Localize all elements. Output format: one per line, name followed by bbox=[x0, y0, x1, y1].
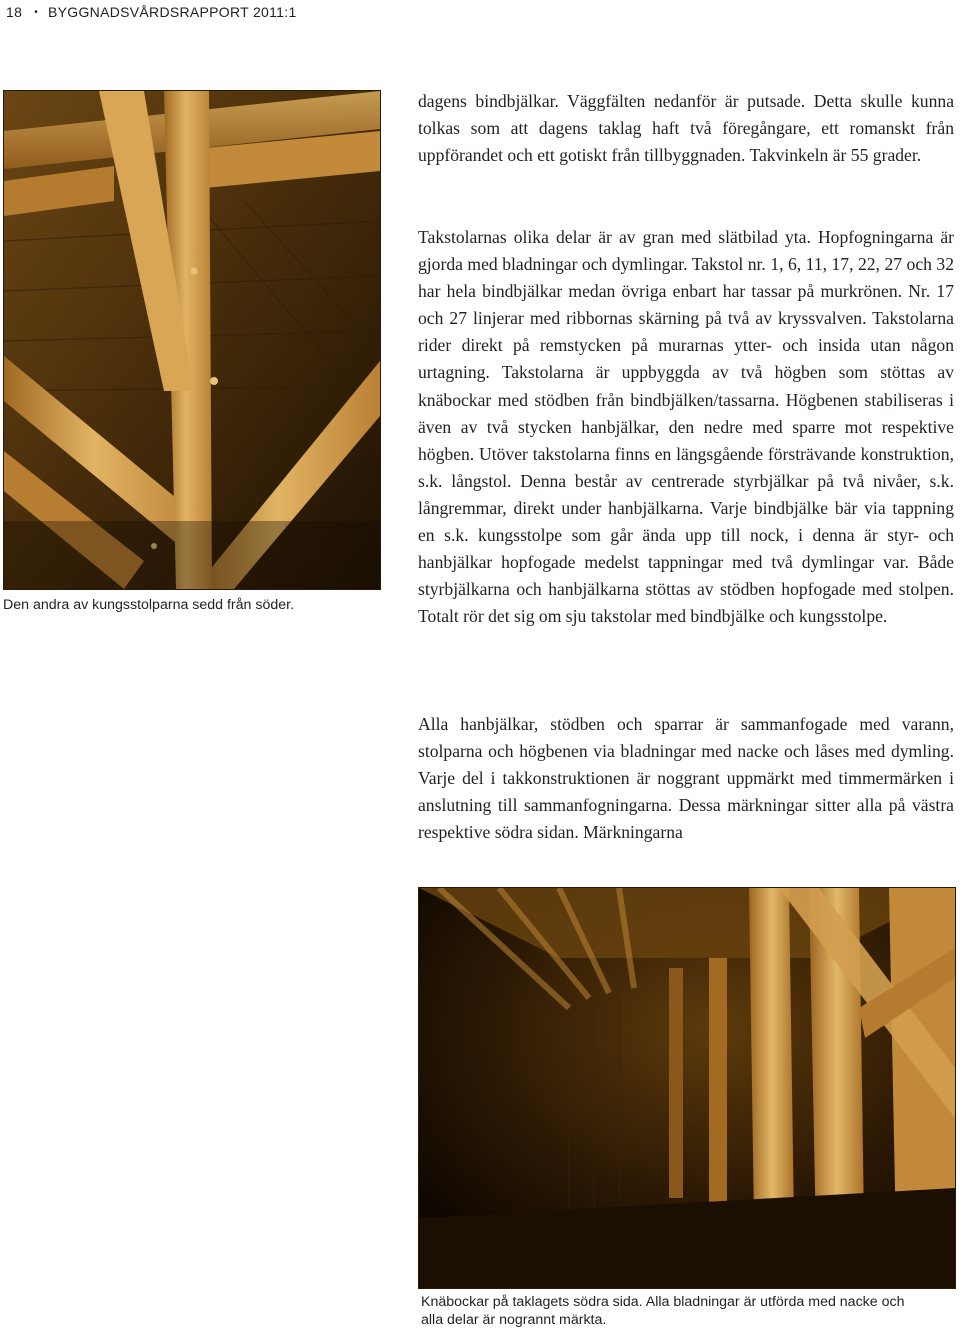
top-photo-caption: Den andra av kungsstolparna sedd från söder. bbox=[3, 597, 295, 613]
publication-title: BYGGNADSVÅRDSRAPPORT 2011:1 bbox=[48, 4, 297, 20]
bottom-photo-caption bbox=[421, 1293, 956, 1329]
running-header bbox=[6, 2, 297, 22]
page-number: 18 bbox=[6, 4, 23, 20]
king-post-photo bbox=[3, 90, 381, 590]
bottom-caption-line-1: Knäbockar på taklagets södra sida. Alla bladningar är utförda med nacke och bbox=[421, 1294, 905, 1310]
text-column-upper bbox=[418, 88, 954, 169]
header-separator: • bbox=[34, 6, 38, 18]
paragraph-2: Takstolarnas olika delar är av gran med slätbilad yta. Hopfogningarna är gjorda med bladningar och dymlingar. Takstol nr. 1, 6, 11, 17, 22, 27 och 32 har hela bindbjälkar medan övriga enbart har tassar på murkrönen. Nr. 17 och 27 linjerar med ribbornas skärning på två av kryssvalven. Takstolarna rider direkt på remstycken på murarnas ytter- och insida utan någon urtagning. Takstolarna är uppbyggda av två högben som stöttas av knäbockar med stödben från bindbjälken/tassarna. Högbenen stabiliseras i även av två stycken hanbjälkar, den nedre med sparre mot respektive högben. Utöver takstolarna finns en längsgående försträvande konstruktion, s.k. långstol. Denna består av centrerade styrbjälkar på två nivåer, s.k. långremmar, direkt under hanbjälkarna. Varje bindbjälke bär via tappning en s.k. kungsstolpe som går ända upp till nock, i denna är styr- och hanbjälkar hopfogade medelst tappningar med två dymlingar var. Både styrbjälkarna och hanbjälkarna stöttas av stödben hopfogade med stolpen. Totalt rör det sig om sju takstolar med bindbjälke och kungsstolpe. bbox=[418, 227, 954, 627]
text-column-main bbox=[418, 224, 954, 630]
paragraph-1: dagens bindbjälkar. Väggfälten nedanför är putsade. Detta skulle kunna tolkas som att dagens taklag haft två föregångare, ett romanskt från uppförandet och ett gotiskt från tillbyggnaden. Takvinkeln är 55 grader. bbox=[418, 91, 954, 166]
paragraph-3: Alla hanbjälkar, stödben och sparrar är sammanfogade med varann, stolparna och högbenen via bladningar med nacke och låses med dymling. Varje del i takkonstruktionen är noggrant uppmärkt med timmermärken i anslutning till sammanfogningarna. Dessa märkningar sitter alla på västra respektive södra sidan. Märkningarna bbox=[418, 714, 954, 843]
knee-braces-photo bbox=[418, 887, 956, 1289]
text-column-lower bbox=[418, 711, 954, 846]
bottom-caption-line-2: alla delar är nogrannt märkta. bbox=[421, 1312, 607, 1328]
